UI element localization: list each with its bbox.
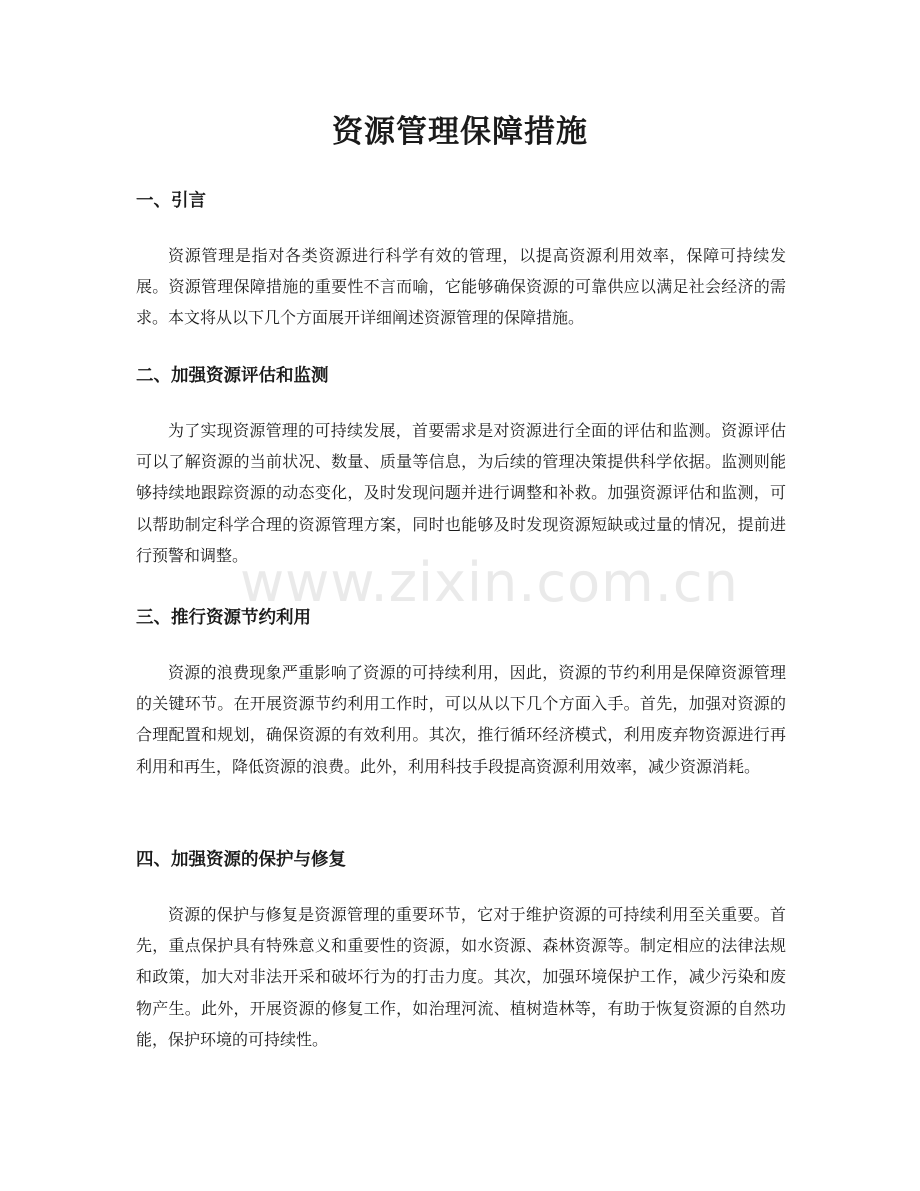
section-paragraph: 资源的浪费现象严重影响了资源的可持续利用，因此，资源的节约利用是保障资源管理的关键环节。在开展资源节约利用工作时，可以从以下几个方面入手。首先，加强对资源的合理配置和规划，确保资源的有效利用。其次，推行循环经济模式，利用废弃物资源进行再利用和再生，降低资源的浪费。此外，利用科技手段提高资源利用效率，减少资源消耗。: [136, 663, 786, 776]
section-paragraph: 资源管理是指对各类资源进行科学有效的管理，以提高资源利用效率，保障可持续发展。资源管理保障措施的重要性不言而喻，它能够确保资源的可靠供应以满足社会经济的需求。本文将从以下几个方面展开详细阐述资源管理的保障措施。: [136, 246, 786, 328]
section-paragraph: 为了实现资源管理的可持续发展，首要需求是对资源进行全面的评估和监测。资源评估可以了解资源的当前状况、数量、质量等信息，为后续的管理决策提供科学依据。监测则能够持续地跟踪资源的动态变化，及时发现问题并进行调整和补救。加强资源评估和监测，可以帮助制定科学合理的资源管理方案，同时也能够及时发现资源短缺或过量的情况，提前进行预警和调整。: [136, 421, 786, 565]
section-heading: 四、加强资源的保护与修复: [136, 850, 346, 870]
watermark: www.zixin.com.cn: [240, 551, 739, 614]
section-heading: 三、推行资源节约利用: [136, 608, 311, 628]
section-protection-restoration: [136, 845, 786, 1055]
section-introduction: [136, 186, 786, 334]
section-paragraph: 资源的保护与修复是资源管理的重要环节，它对于维护资源的可持续利用至关重要。首先，重点保护具有特殊意义和重要性的资源，如水资源、森林资源等。制定相应的法律法规和政策，加大对非法开采和破坏行为的打击力度。其次，加强环境保护工作，减少污染和废物产生。此外，开展资源的修复工作，如治理河流、植树造林等，有助于恢复资源的自然功能，保护环境的可持续性。: [136, 905, 786, 1049]
section-heading: 一、引言: [136, 191, 206, 211]
document-title: 资源管理保障措施: [332, 114, 588, 150]
section-assessment-monitoring: [136, 361, 786, 571]
section-resource-saving: [136, 603, 786, 782]
section-heading: 二、加强资源评估和监测: [136, 366, 329, 386]
